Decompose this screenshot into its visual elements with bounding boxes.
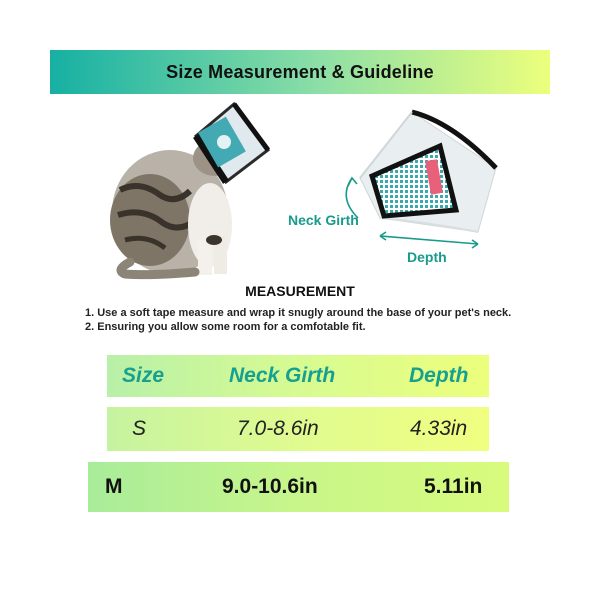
size-s-depth: 4.33in [410,417,468,440]
size-row-m [88,462,509,512]
size-m-depth: 5.11in [424,475,483,498]
measurement-step-2: 2. Ensuring you allow some room for a comfotable fit. [85,321,366,333]
cone-diagram [346,112,496,248]
header-depth: Depth [409,364,469,387]
size-s-label: S [132,417,147,440]
depth-label: Depth [407,249,447,265]
size-row-s [107,407,489,451]
size-s-neck-girth: 7.0-8.6in [237,417,319,440]
neck-girth-label: Neck Girth [288,212,359,228]
banner-title: Size Measurement & Guideline [166,61,434,82]
size-m-neck-girth: 9.0-10.6in [222,475,318,498]
size-m-label: M [105,475,123,498]
size-table-header [107,355,489,397]
header-neck-girth: Neck Girth [229,364,336,387]
cat-with-cone-image [110,104,268,275]
measurement-step-1: 1. Use a soft tape measure and wrap it snugly around the base of your pet's neck. [85,307,512,319]
measurement-title: MEASUREMENT [245,283,355,299]
header-size: Size [122,364,165,387]
